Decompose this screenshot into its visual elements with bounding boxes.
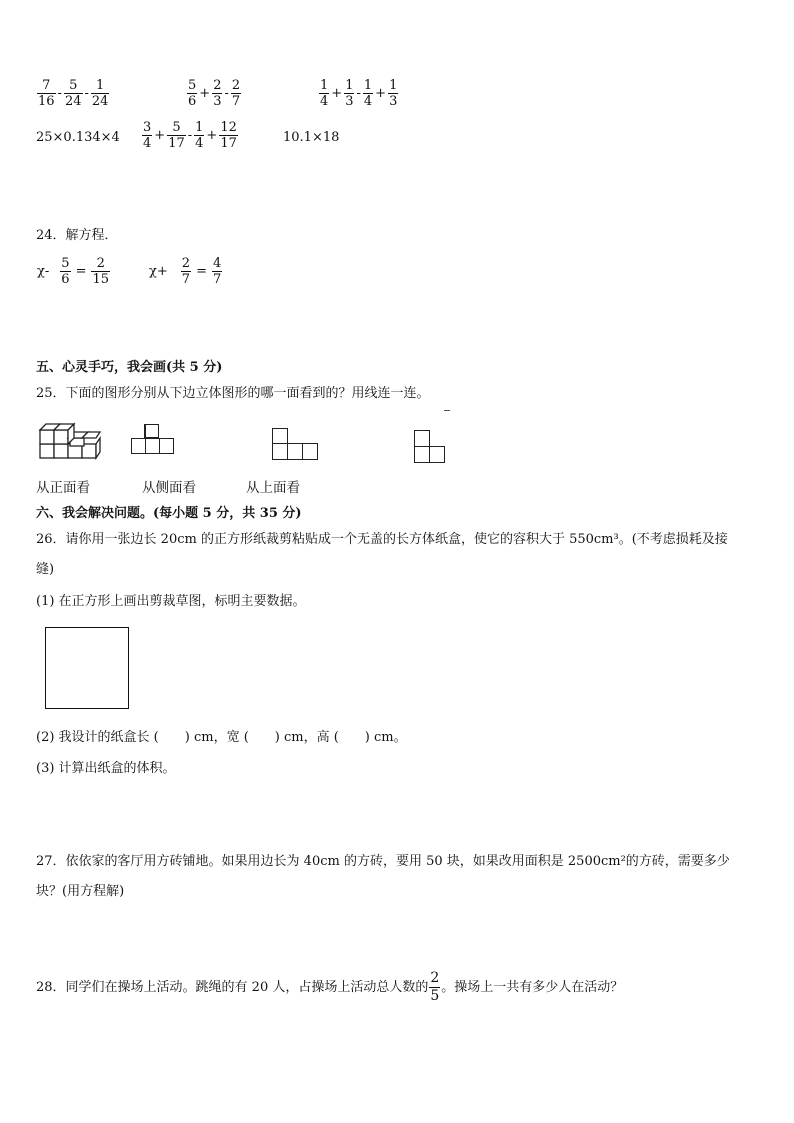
expression-3 bbox=[318, 78, 399, 109]
numerator: 2 bbox=[231, 78, 241, 93]
denominator: 6 bbox=[188, 94, 197, 109]
numerator: 12 bbox=[220, 120, 237, 135]
denominator: 16 bbox=[38, 94, 55, 109]
numerator: 5 bbox=[61, 256, 70, 271]
question-27-line-1: 27．依依家的客厅用方砖铺地。如果用边长为 40cm 的方砖，要用 50 块，如果改用面积是 2500cm²的方砖，需要多少 bbox=[36, 854, 730, 869]
question-26-part-1: (1) 在正方形上画出剪裁草图，标明主要数据。 bbox=[36, 594, 306, 609]
denominator: 7 bbox=[181, 272, 191, 287]
denominator: 4 bbox=[143, 136, 152, 151]
numerator: 5 bbox=[188, 78, 197, 93]
numerator: 2 bbox=[181, 256, 191, 271]
label-front-view: 从正面看 bbox=[36, 480, 90, 496]
denominator: 7 bbox=[231, 94, 241, 109]
variable: χ+ bbox=[149, 264, 168, 279]
view-figure-1 bbox=[131, 424, 176, 460]
question-26-line-2: 缝) bbox=[36, 562, 55, 577]
view-figure-3 bbox=[414, 430, 446, 464]
question-28 bbox=[36, 970, 623, 1005]
denominator: 6 bbox=[61, 272, 70, 287]
operator: - bbox=[356, 86, 361, 101]
numerator: 2 bbox=[96, 256, 105, 271]
numerator: 5 bbox=[172, 120, 181, 135]
question-28-text-before: 28．同学们在操场上活动。跳绳的有 20 人，占操场上活动总人数的 bbox=[36, 979, 429, 995]
question-26-line-1: 26．请你用一张边长 20cm 的正方形纸裁剪粘贴成一个无盖的长方体纸盒，使它的容积大于 550cm³。(不考虑损耗及接 bbox=[36, 532, 728, 547]
label-top-view: 从上面看 bbox=[246, 480, 300, 496]
numerator: 1 bbox=[320, 78, 329, 93]
denominator: 24 bbox=[64, 94, 82, 109]
expression-6: 10.1×18 bbox=[283, 130, 340, 145]
numerator: 4 bbox=[212, 256, 222, 271]
denominator: 4 bbox=[195, 136, 204, 151]
denominator: 3 bbox=[389, 94, 398, 109]
denominator: 5 bbox=[430, 988, 440, 1004]
numerator: 1 bbox=[389, 78, 398, 93]
view-figure-2 bbox=[272, 428, 318, 462]
operator: + bbox=[206, 128, 218, 143]
question-26-part-3: (3) 计算出纸盒的体积。 bbox=[36, 761, 176, 776]
operator: - bbox=[224, 86, 229, 101]
numerator: 3 bbox=[143, 120, 152, 135]
question-28-text-after: 。操场上一共有多少人在活动？ bbox=[441, 979, 624, 995]
equation-1 bbox=[36, 256, 111, 287]
numerator: 1 bbox=[195, 120, 204, 135]
expression-5 bbox=[141, 120, 239, 151]
expression-1 bbox=[36, 78, 110, 109]
denominator: 7 bbox=[212, 272, 222, 287]
denominator: 3 bbox=[345, 94, 354, 109]
equals-sign: = bbox=[75, 264, 87, 279]
expression-4: 25×0.134×4 bbox=[36, 130, 120, 145]
numerator: 2 bbox=[213, 78, 222, 93]
numerator: 2 bbox=[430, 970, 440, 986]
square-paper bbox=[45, 627, 129, 709]
section-5-heading: 五、心灵手巧，我会画(共 5 分) bbox=[36, 360, 223, 375]
question-24-title: 24．解方程． bbox=[36, 228, 118, 243]
numerator: 1 bbox=[96, 78, 105, 93]
operator: + bbox=[375, 86, 387, 101]
operator: + bbox=[331, 86, 343, 101]
expression-2 bbox=[186, 78, 242, 109]
denominator: 4 bbox=[363, 94, 373, 109]
denominator: 4 bbox=[320, 94, 329, 109]
question-26-part-2: (2) 我设计的纸盒长 ( ) cm，宽 ( ) cm，高 ( ) cm。 bbox=[36, 730, 407, 745]
question-27-line-2: 块？(用方程解) bbox=[36, 884, 125, 899]
denominator: 24 bbox=[91, 94, 109, 109]
label-side-view: 从侧面看 bbox=[142, 480, 196, 496]
operator: - bbox=[57, 86, 62, 101]
section-6-heading: 六、我会解决问题。(每小题 5 分，共 35 分) bbox=[36, 506, 302, 521]
solid-figure bbox=[38, 418, 102, 464]
denominator: 15 bbox=[92, 272, 110, 287]
mark bbox=[444, 410, 450, 411]
operator: - bbox=[84, 86, 89, 101]
numerator: 5 bbox=[69, 78, 78, 93]
denominator: 17 bbox=[220, 136, 237, 151]
numerator: 1 bbox=[363, 78, 373, 93]
operator: - bbox=[187, 128, 193, 143]
denominator: 3 bbox=[213, 94, 222, 109]
variable: χ- bbox=[37, 264, 50, 279]
equals-sign: = bbox=[196, 264, 207, 279]
equation-2 bbox=[148, 256, 223, 287]
question-25-text: 25．下面的图形分别从下边立体图形的哪一面看到的？用线连一连。 bbox=[36, 386, 430, 401]
denominator: 17 bbox=[168, 136, 185, 151]
numerator: 1 bbox=[345, 78, 354, 93]
operator: + bbox=[199, 86, 211, 101]
numerator: 7 bbox=[42, 78, 51, 93]
operator: + bbox=[154, 128, 166, 143]
